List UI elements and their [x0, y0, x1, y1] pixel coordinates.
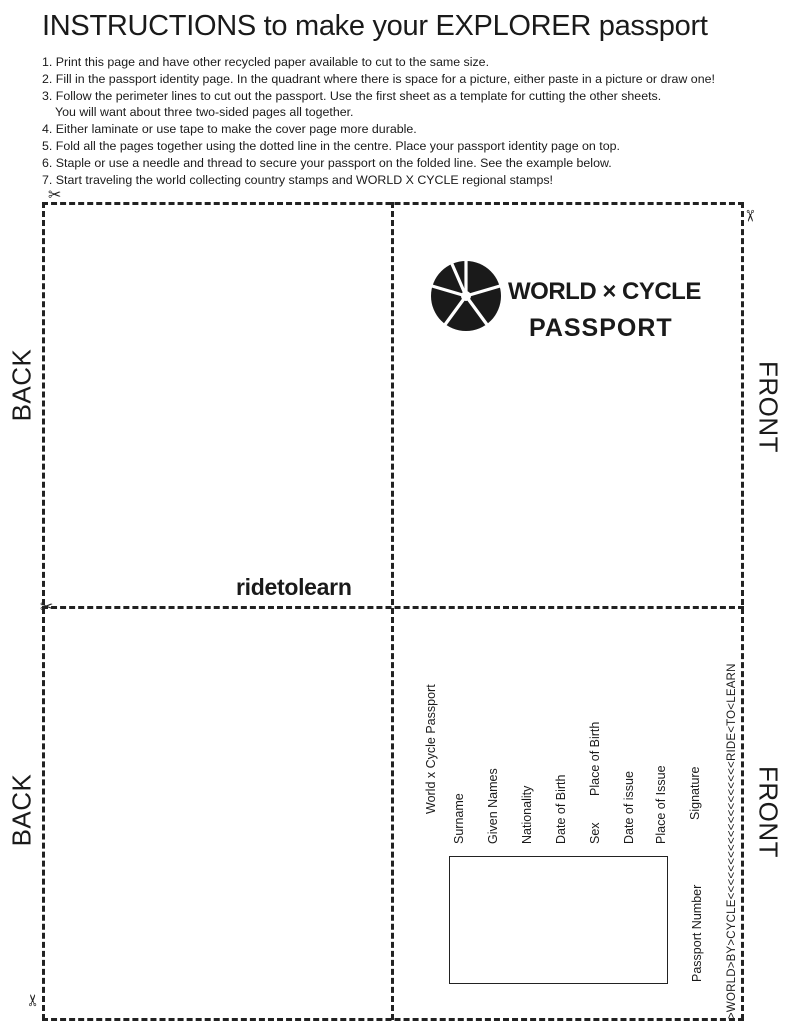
- instruction-step: 5. Fold all the pages together using the dotted line in the centre. Place your passport identity page on top.: [42, 138, 620, 153]
- field-passport-number: Passport Number: [690, 884, 704, 982]
- field-date-of-birth: Date of Birth: [554, 774, 568, 844]
- field-sex: Sex: [588, 822, 602, 844]
- field-surname: Surname: [452, 793, 466, 844]
- instruction-step: 3. Follow the perimeter lines to cut out the passport. Use the first sheet as a template for cutting the other sheets.: [42, 88, 662, 103]
- front-label: FRONT: [753, 360, 784, 454]
- field-signature: Signature: [688, 766, 702, 820]
- cut-line-right: [741, 202, 744, 1020]
- instruction-step: 6. Staple or use a needle and thread to secure your passport on the folded line. See the example below.: [42, 155, 612, 170]
- fold-line-centre: [391, 202, 394, 1020]
- scissors-icon: ✂: [40, 599, 54, 616]
- back-label: BACK: [6, 773, 37, 847]
- scissors-icon: ✂: [48, 187, 62, 204]
- instruction-step: 7. Start traveling the world collecting country stamps and WORLD X CYCLE regional stamps!: [42, 172, 553, 187]
- scissors-icon: ✂: [25, 993, 43, 1007]
- instruction-step: 4. Either laminate or use tape to make the cover page more durable.: [42, 122, 417, 137]
- page-title: INSTRUCTIONS to make your EXPLORER passport: [42, 10, 708, 42]
- bicycle-wheel-icon: [430, 260, 502, 332]
- scissors-icon: ✂: [740, 209, 758, 223]
- identity-page-header: World x Cycle Passport: [424, 684, 438, 814]
- field-date-of-issue: Date of issue: [622, 771, 636, 844]
- instruction-step: You will want about three two-sided pages all together.: [55, 105, 354, 120]
- field-place-of-issue: Place of Issue: [654, 765, 668, 844]
- front-label: FRONT: [753, 765, 784, 859]
- instructions-list: [42, 54, 715, 188]
- field-given-names: Given Names: [486, 768, 500, 844]
- passport-heading: PASSPORT: [529, 314, 673, 342]
- instruction-step: 1. Print this page and have other recycled paper available to cut to the same size.: [42, 55, 490, 69]
- tagline: ridetolearn: [236, 574, 352, 600]
- instruction-step: 2. Fill in the passport identity page. In the quadrant where there is space for a picture, either paste in a picture or draw one!: [42, 71, 715, 86]
- field-place-of-birth: Place of Birth: [588, 721, 602, 796]
- machine-readable-zone: >WORLD>BY>CYCLE<<<<<<<<<<<<<<<<<<<<RIDE<TO<LEARN: [726, 663, 738, 1019]
- back-label: BACK: [6, 348, 37, 422]
- photo-box[interactable]: [449, 856, 668, 984]
- field-nationality: Nationality: [520, 785, 534, 844]
- brand-name: WORLD × CYCLE: [508, 278, 701, 305]
